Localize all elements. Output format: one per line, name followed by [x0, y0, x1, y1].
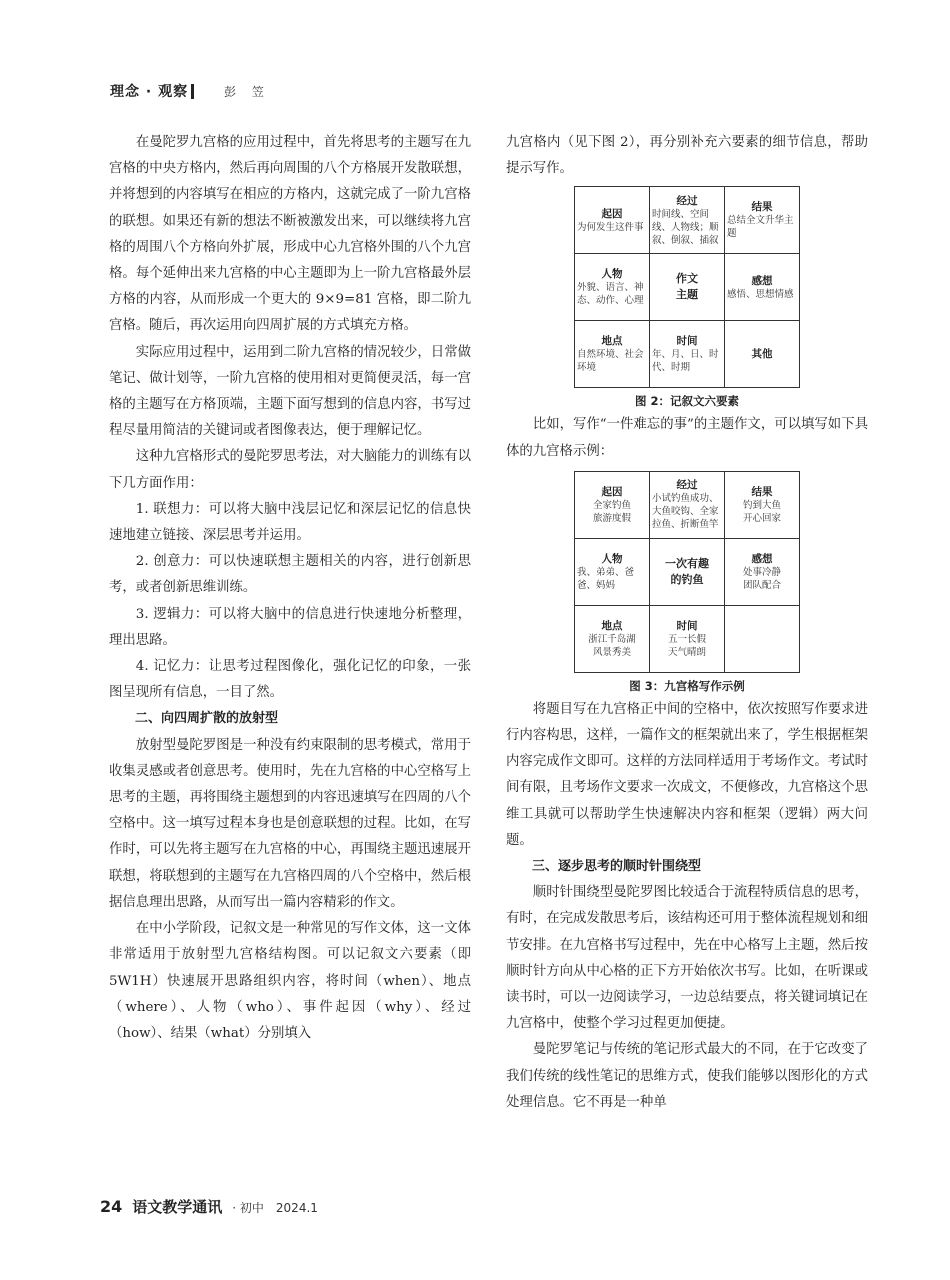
figure-caption: 图 3：九宫格写作示例	[629, 678, 745, 693]
figure-3-grid	[574, 471, 800, 697]
list-item-association: 1. 联想力：可以将大脑中浅层记忆和深层记忆的信息快速地建立链接、深层思考并运用。	[109, 501, 471, 544]
header-divider	[191, 84, 194, 99]
list-item-logic: 3. 逻辑力：可以将大脑中的信息进行快速地分析整理，理出思路。	[109, 606, 471, 648]
author-name: 彭 笠	[224, 84, 270, 99]
list-item-creativity: 2. 创意力：可以快速联想主题相关的内容，进行创新思考，或者创新思维训练。	[109, 554, 471, 596]
journal-edition: · 初中 2024.1	[232, 1201, 318, 1215]
paragraph: 在曼陀罗九宫格的应用过程中，首先将思考的主题写在九宫格的中央方格内，然后再向周围的八个方格展开发散联想，并将想到的内容填写在相应的方格内，这就完成了一阶九宫格的联想。如果还有新的想法不断被激发出来，可以继续将九宫格的周围八个方格向外扩展，形成中心九宫格外围的八个九宫格。每个延伸出来九宫格的中心主题即为上一阶九宫格最外层方格的内容，从而形成一个更大的 9×9=81 宫格，即二阶九宫格。随后，再次运用向四周扩展的方式填充方格。	[109, 135, 471, 334]
grid-cell: 经过 小试钓鱼成功、大鱼咬钩、全家拉鱼、折断鱼竿	[650, 471, 725, 538]
paragraph: 放射型曼陀罗图是一种没有约束限制的思考模式，常用于收集灵感或者创意思考。使用时，先在九宫格的中心空格写上思考的主题，再将围绕主题想到的内容迅速填写在四周的八个空格中。这一填写过程本身也是创意联想的过程。比如，在写作时，可以先将主题写在九宫格的中心，再围绕主题迅速展开联想，将联想到的主题写在九宫格四周的八个空格中，然后根据信息理出思路，从而写出一篇内容精彩的作文。	[109, 737, 471, 910]
grid-cell: 地点 自然环境、社会环境	[575, 321, 650, 388]
page-number: 24	[100, 1197, 123, 1216]
grid-cell: 时间 五一长假 天气晴朗	[650, 605, 725, 672]
left-column	[109, 130, 471, 1047]
grid-cell: 人物 我、弟弟、爸爸、妈妈	[575, 538, 650, 605]
grid-cell: 感想 感悟、思想情感	[725, 254, 800, 321]
grid-cell-empty	[725, 605, 800, 672]
section-heading: 二、向四周扩散的放射型	[135, 711, 279, 727]
paragraph: 这种九宫格形式的曼陀罗思考法，对大脑能力的训练有以下几方面作用：	[109, 449, 471, 491]
grid-center-cell: 作文 主题	[650, 254, 725, 321]
paragraph: 顺时针围绕型曼陀罗图比较适合于流程特质信息的思考，有时，在完成发散思考后，该结构还可用于整体流程规划和细节安排。在九宫格书写过程中，先在中心格写上主题，然后按顺时针方向从中心格的正下方开始依次书写。比如，在听课或读书时，可以一边阅读学习，一边总结要点，将关键词填记在九宫格中，使整个学习过程更加便捷。	[506, 885, 868, 1032]
nine-grid-table	[574, 186, 800, 388]
list-item-memory: 4. 记忆力：让思考过程图像化，强化记忆的印象，一张图呈现所有信息，一目了然。	[109, 659, 471, 701]
grid-cell: 经过 时间线、空间线、人物线；顺叙、倒叙、插叙	[650, 187, 725, 254]
page-footer	[100, 1196, 318, 1217]
grid-cell: 结果 总结全文升华主题	[725, 187, 800, 254]
paragraph: 九宫格内（见下图 2），再分别补充六要素的细节信息，帮助提示写作。	[506, 135, 868, 177]
grid-cell: 时间 年、月、日、时代、时期	[650, 321, 725, 388]
running-header	[110, 80, 270, 102]
paragraph: 将题目写在九宫格正中间的空格中，依次按照写作要求进行内容构思，这样，一篇作文的框架就出来了，学生根据框架内容完成作文即可。这样的方法同样适用于考场作文。考试时间有限，且考场作文要求一次成文，不便修改，九宫格这个思维工具就可以帮助学生快速解决内容和框架（逻辑）两大问题。	[506, 701, 868, 848]
right-column	[506, 130, 868, 1116]
grid-cell: 地点 浙江千岛湖 风景秀美	[575, 605, 650, 672]
paragraph: 比如，写作“一件难忘的事”的主题作文，可以填写如下具体的九宫格示例：	[506, 417, 868, 459]
paragraph: 曼陀罗笔记与传统的笔记形式最大的不同，在于它改变了我们传统的线性笔记的思维方式，使我们能够以图形化的方式处理信息。它不再是一种单	[506, 1042, 868, 1110]
section-heading: 三、逐步思考的顺时针围绕型	[532, 859, 702, 875]
figure-2-grid	[574, 186, 800, 412]
paragraph: 实际应用过程中，运用到二阶九宫格的情况较少，日常做笔记、做计划等，一阶九宫格的使用相对更简便灵活，每一宫格的主题写在方格顶端，主题下面写想到的信息内容，书写过程尽量用简洁的关键词或者图像表达，便于理解记忆。	[109, 344, 471, 439]
grid-cell: 起因 为何发生这件事	[575, 187, 650, 254]
grid-cell: 结果 钓到大鱼 开心回家	[725, 471, 800, 538]
grid-cell: 人物 外貌、语言、神态、动作、心理	[575, 254, 650, 321]
section-label: 理念 · 观察	[110, 84, 189, 100]
grid-cell: 感想 处事冷静 团队配合	[725, 538, 800, 605]
figure-caption: 图 2：记叙文六要素	[634, 394, 739, 409]
grid-center-cell: 一次有趣 的钓鱼	[650, 538, 725, 605]
grid-cell: 起因 全家钓鱼 旅游度假	[575, 471, 650, 538]
journal-name: 语文教学通讯	[132, 1198, 223, 1216]
grid-cell: 其他	[725, 321, 800, 388]
paragraph: 在中小学阶段，记叙文是一种常见的写作文体，这一文体非常适用于放射型九宫格结构图。可以记叙文六要素（即 5W1H）快速展开思路组织内容，将时间（when）、地点（where）、人物（who）、事件起因（why）、经过（how）、结果（what）分别填入	[109, 921, 471, 1041]
nine-grid-table	[574, 471, 800, 673]
